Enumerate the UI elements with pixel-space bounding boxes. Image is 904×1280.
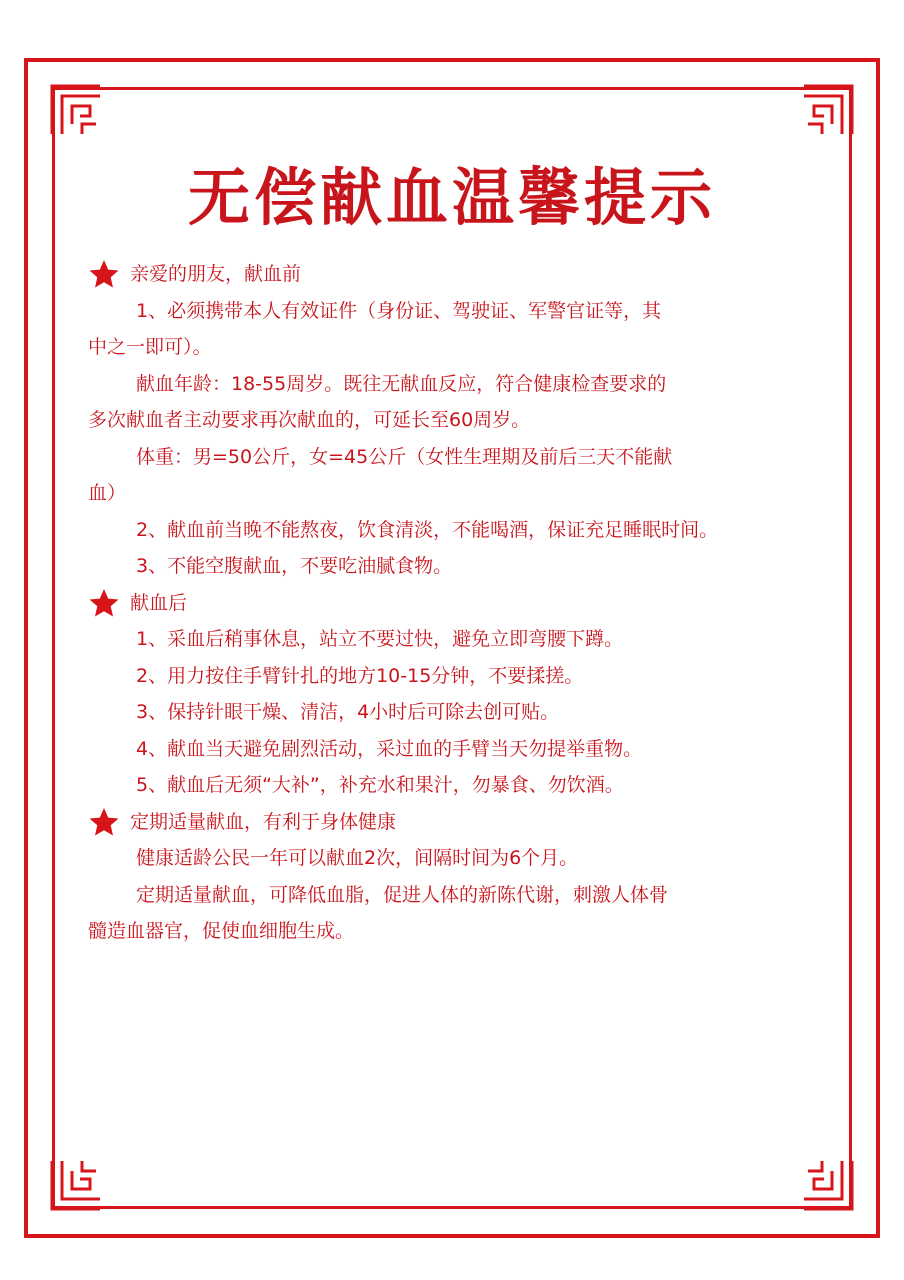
fret-corner-icon — [802, 1159, 854, 1211]
list-item: 3、不能空腹献血，不要吃油腻食物。 — [136, 555, 453, 577]
list-item: 2、用力按住手臂针扎的地方10-15分钟，不要揉搓。 — [136, 664, 584, 687]
list-item: 髓造血器官，促使血细胞生成。 — [88, 920, 355, 942]
list-item: 定期适量献血，可降低血脂，促进人体的新陈代谢，刺激人体骨 — [136, 883, 669, 906]
list-item: 1、必须携带本人有效证件（身份证、驾驶证、军警官证等，其 — [136, 299, 662, 322]
list-item: 3、保持针眼干燥、清洁，4小时后可除去创可贴。 — [136, 701, 560, 723]
section-heading: 献血后 — [88, 585, 848, 622]
list-item: 献血年龄：18-55周岁。既往无献血反应，符合健康检查要求的 — [136, 372, 667, 395]
star-icon — [88, 806, 120, 838]
list-item: 1、采血后稍事休息，站立不要过快，避免立即弯腰下蹲。 — [136, 628, 624, 650]
list-item: 2、献血前当晚不能熬夜，饮食清淡，不能喝酒，保证充足睡眠时间。 — [136, 518, 719, 541]
section-heading: 定期适量献血，有利于身体健康 — [88, 804, 848, 841]
list-item: 体重：男=50公斤，女=45公斤（女性生理期及前后三天不能献 — [136, 445, 673, 468]
star-icon — [88, 258, 120, 290]
section-heading: 亲爱的朋友，献血前 — [88, 256, 848, 293]
page-title: 无偿献血温馨提示 — [187, 161, 716, 234]
list-item: 中之一即可）。 — [88, 336, 212, 358]
fret-corner-icon — [50, 1159, 102, 1211]
list-item: 5、献血后无须“大补”，补充水和果汁，勿暴食、勿饮酒。 — [136, 774, 624, 796]
notice-body — [88, 256, 848, 950]
list-item: 4、献血当天避免剧烈活动，采过血的手臂当天勿提举重物。 — [136, 737, 643, 760]
fret-corner-icon — [802, 84, 854, 136]
fret-corner-icon — [50, 84, 102, 136]
list-item: 健康适龄公民一年可以献血2次，间隔时间为6个月。 — [136, 847, 579, 869]
list-item: 血） — [88, 482, 127, 504]
star-icon — [88, 587, 120, 619]
list-item: 多次献血者主动要求再次献血的，可延长至60周岁。 — [88, 409, 531, 431]
